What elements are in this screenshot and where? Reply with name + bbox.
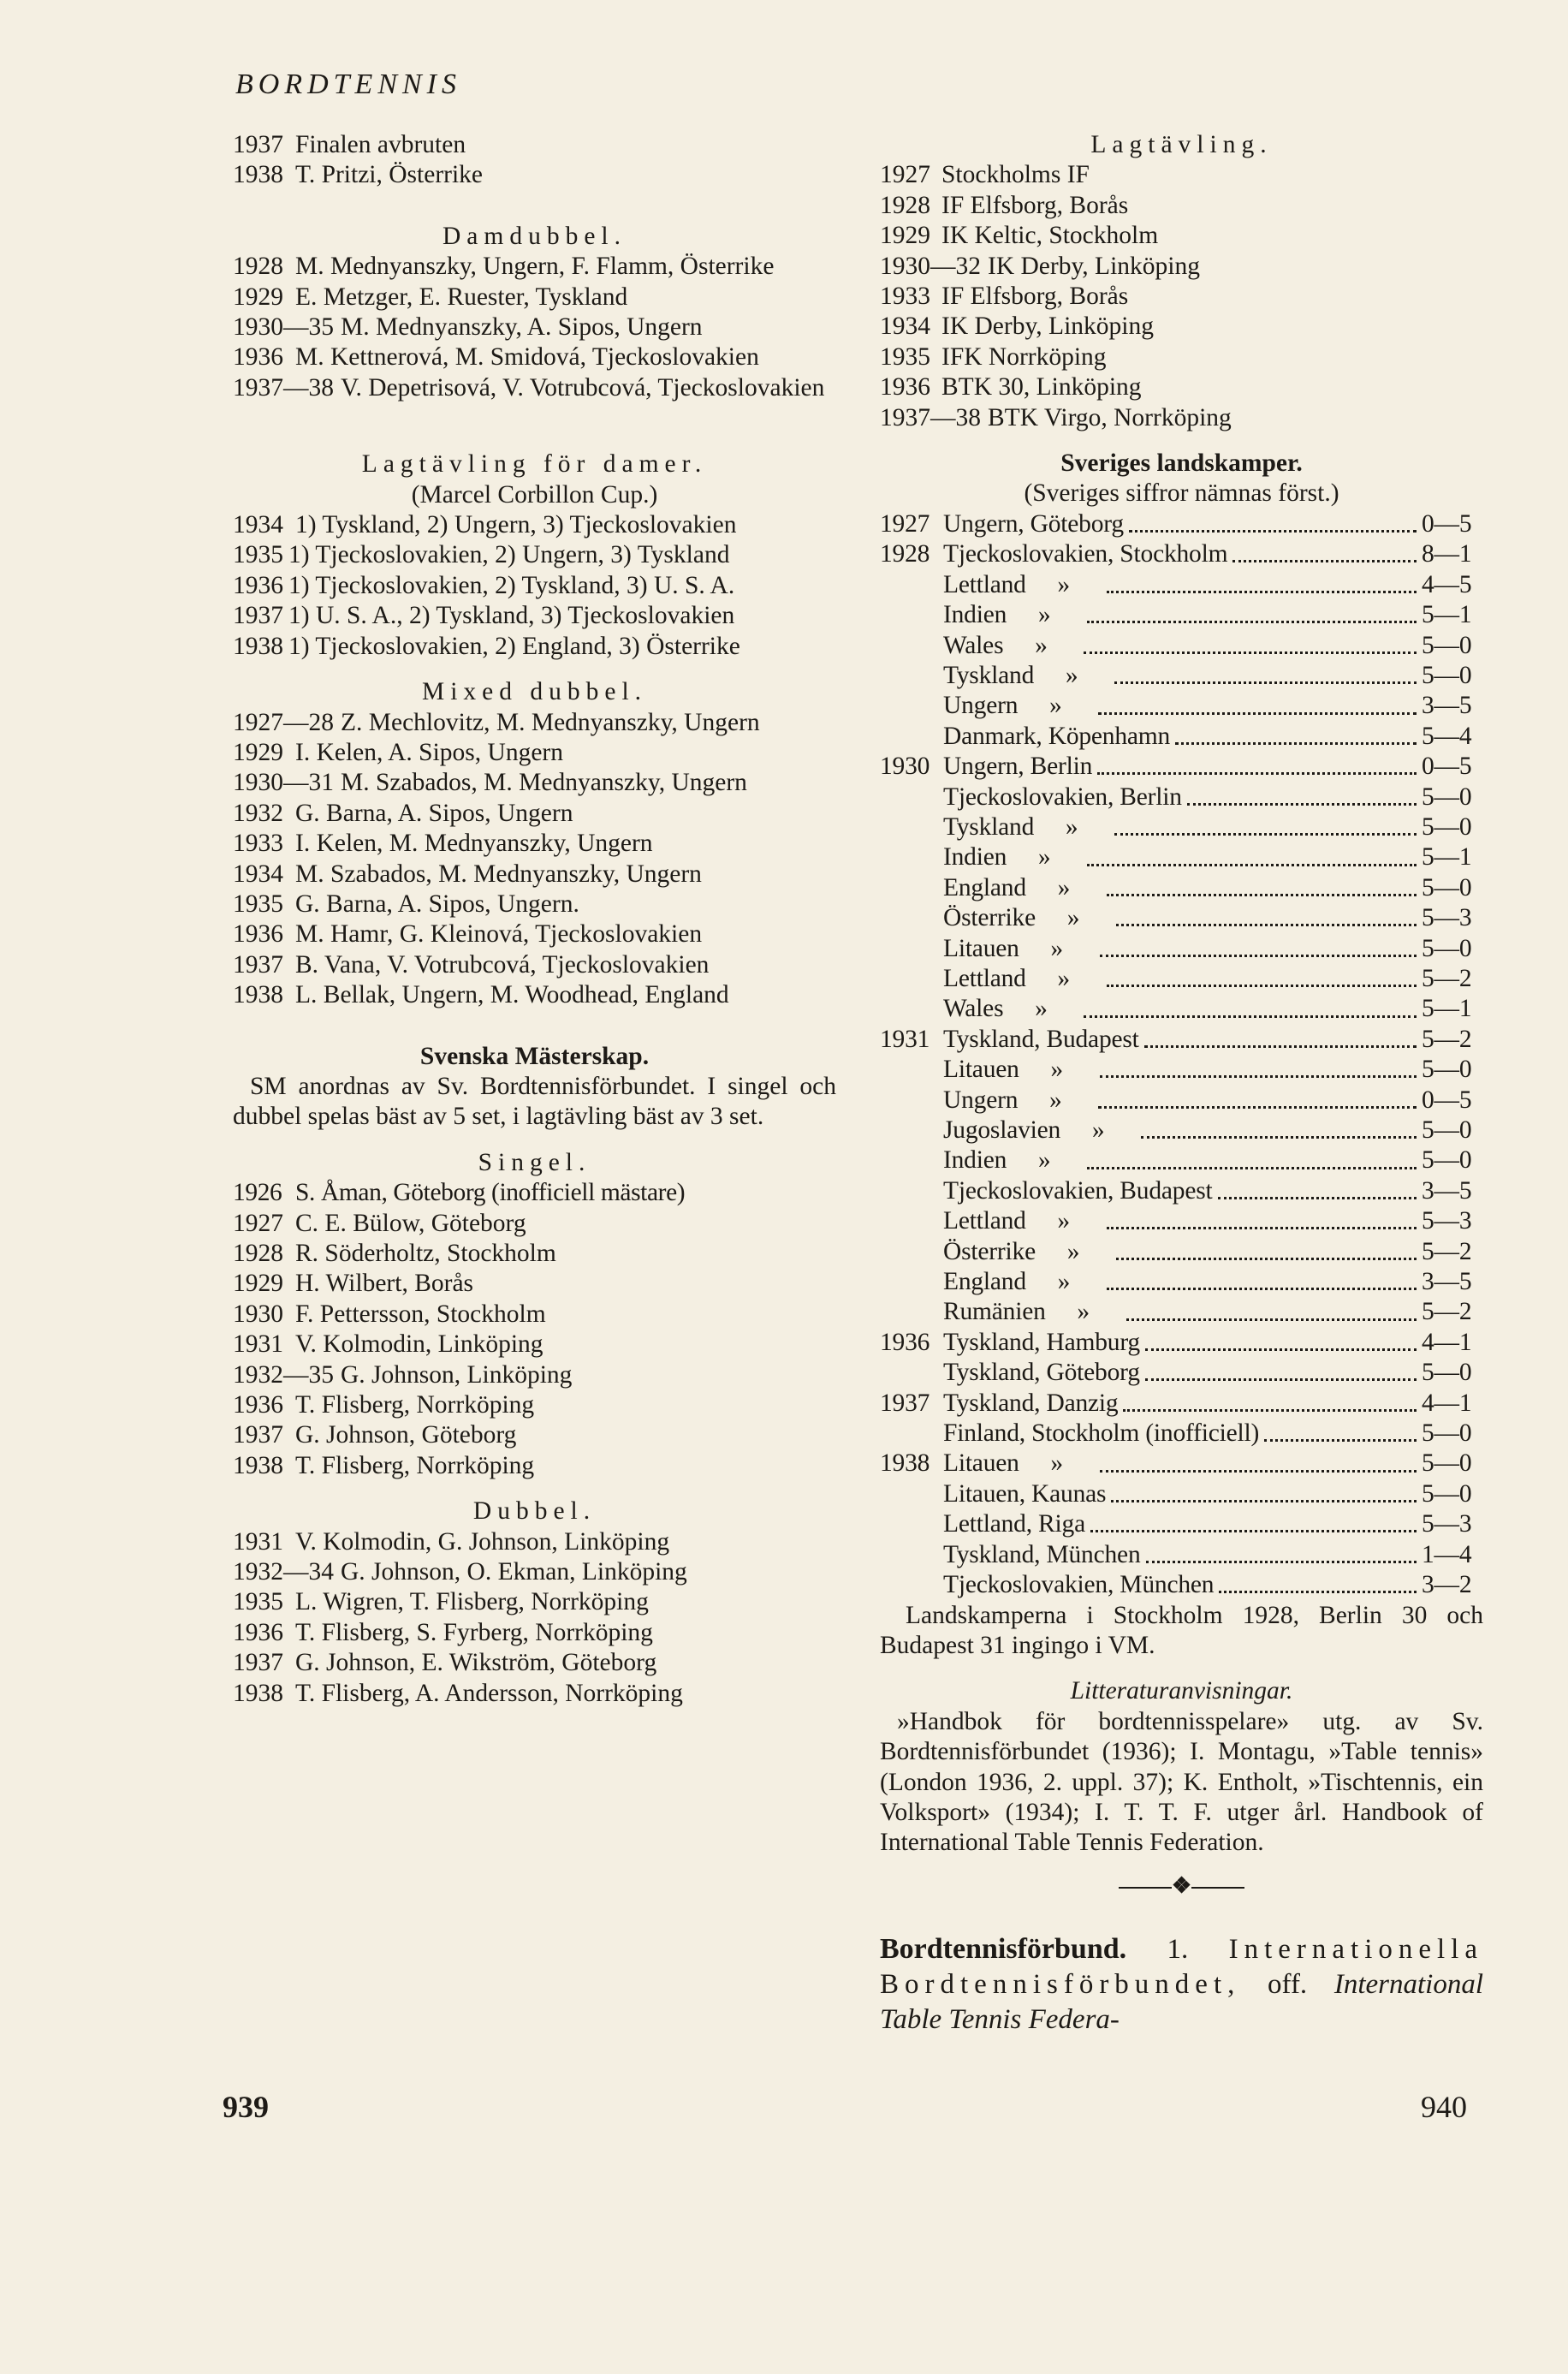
match-opponent: Tyskland, Hamburg xyxy=(943,1328,1140,1356)
match-score: 5—0 xyxy=(1422,1116,1472,1144)
match-score: 5—0 xyxy=(1422,1056,1472,1084)
dot-leader xyxy=(1098,712,1417,715)
match-opponent: Finland, Stockholm (inofficiell) xyxy=(943,1419,1260,1448)
match-row xyxy=(880,903,1483,933)
landskamper-table xyxy=(880,509,1483,1601)
match-ditto-mark: » xyxy=(1037,843,1051,872)
match-year: 1938 xyxy=(880,1449,930,1478)
dot-leader xyxy=(1100,1075,1417,1078)
dot-leader xyxy=(1100,1470,1417,1473)
match-year: 1931 xyxy=(880,1025,930,1053)
dot-leader xyxy=(1114,681,1417,684)
section-heading-landskamper: Sveriges landskamper. xyxy=(1060,449,1303,478)
page-number-left: 939 xyxy=(223,2090,269,2124)
dot-leader xyxy=(1107,985,1417,987)
match-row xyxy=(880,812,1483,842)
match-ditto-mark: » xyxy=(1037,601,1051,629)
match-row xyxy=(880,1086,1483,1116)
section-heading-litteratur: Litteraturanvisningar. xyxy=(1070,1677,1293,1705)
mixed-list xyxy=(233,708,836,1011)
match-ditto-mark: » xyxy=(1066,904,1080,932)
match-score: 1—4 xyxy=(1422,1540,1472,1568)
match-score: 3—2 xyxy=(1422,1571,1472,1599)
match-score: 5—0 xyxy=(1422,1419,1472,1448)
match-opponent: Lettland, Riga xyxy=(943,1510,1085,1538)
match-opponent: Wales xyxy=(943,995,1004,1023)
match-opponent: Tyskland, Budapest xyxy=(943,1025,1139,1053)
singel-list xyxy=(233,1178,836,1481)
list-item: 1926 S. Åman, Göteborg (inofficiell mästare) xyxy=(233,1179,686,1207)
match-row xyxy=(880,1237,1483,1267)
match-opponent: Ungern, Berlin xyxy=(943,753,1093,781)
list-item: 1938 L. Bellak, Ungern, M. Woodhead, England xyxy=(233,981,729,1009)
lag-damer-list xyxy=(233,510,836,662)
list-item: 1936 T. Flisberg, Norrköping xyxy=(233,1391,535,1419)
dot-leader xyxy=(1218,1197,1417,1199)
lagtavling-list xyxy=(880,160,1483,433)
dot-leader xyxy=(1116,1258,1417,1260)
entry-number: 1. xyxy=(1167,1934,1189,1966)
list-item: 1938 T. Flisberg, A. Andersson, Norrköping xyxy=(233,1679,683,1707)
match-score: 5—0 xyxy=(1422,1359,1472,1387)
list-item: 1928 M. Mednyanszky, Ungern, F. Flamm, Österrike xyxy=(233,253,775,281)
dot-leader xyxy=(1097,772,1417,775)
match-opponent: Tjeckoslovakien, München xyxy=(943,1571,1215,1599)
match-opponent: Tjeckoslovakien, Budapest xyxy=(943,1176,1213,1205)
litteratur-text: »Handbok för bordtennisspelare» utg. av Sv. Bordtennisförbundet (1936); I. Montagu, »Table tennis» (London 1936, 2. uppl. 37); K. Entholt, »Tischtennis, ein Volksport» (1934); I. T. T. F. utger årl. Handbook of International Table Tennis Federation. xyxy=(880,1707,1483,1857)
match-row xyxy=(880,1206,1483,1236)
match-opponent: Indien xyxy=(943,601,1007,629)
match-score: 5—0 xyxy=(1422,1146,1472,1175)
list-item: 1938 T. Flisberg, Norrköping xyxy=(233,1451,535,1479)
match-ditto-mark: » xyxy=(1049,1086,1062,1114)
match-ditto-mark: » xyxy=(1091,1116,1105,1144)
match-opponent: Tyskland, Göteborg xyxy=(943,1359,1140,1387)
entry-italic-name: International Table Tennis Federa- xyxy=(880,1969,1484,2036)
match-score: 5—0 xyxy=(1422,934,1472,962)
list-item: 1936 BTK 30, Linköping xyxy=(880,373,1142,402)
match-ditto-mark: » xyxy=(1050,1449,1063,1478)
dot-leader xyxy=(1084,652,1417,654)
match-ditto-mark: » xyxy=(1049,692,1062,720)
list-item: 1937 B. Vana, V. Votrubcová, Tjeckoslovakien xyxy=(233,950,710,979)
match-row xyxy=(880,631,1483,661)
ornament-icon: ❖ xyxy=(1171,1872,1192,1898)
match-opponent: Lettland xyxy=(943,570,1026,598)
match-row xyxy=(880,1328,1483,1358)
dot-leader xyxy=(1232,560,1417,562)
match-score: 5—3 xyxy=(1422,904,1472,932)
match-score: 0—5 xyxy=(1422,1086,1472,1114)
dot-leader xyxy=(1175,742,1417,745)
match-row xyxy=(880,570,1483,600)
dot-leader xyxy=(1264,1439,1417,1442)
list-item: 1930 F. Pettersson, Stockholm xyxy=(233,1300,546,1328)
ornament-divider xyxy=(880,1871,1483,1901)
list-item: 1930—35 M. Mednyanszky, A. Sipos, Ungern xyxy=(233,313,703,342)
match-ditto-mark: » xyxy=(1035,995,1048,1023)
match-score: 5—3 xyxy=(1422,1510,1472,1538)
section-heading-svenska: Svenska Mästerskap. xyxy=(419,1042,650,1070)
dot-leader xyxy=(1087,864,1417,866)
match-row xyxy=(880,600,1483,630)
match-year: 1937 xyxy=(880,1389,930,1417)
match-opponent: Tyskland xyxy=(943,812,1035,841)
left-column xyxy=(233,130,836,1709)
section-heading-lagtavling: Lagtävling. xyxy=(1090,131,1273,158)
page-number-right: 940 xyxy=(1421,2090,1467,2124)
match-row xyxy=(880,722,1483,752)
match-opponent: Litauen xyxy=(943,1449,1019,1478)
match-score: 3—5 xyxy=(1422,1268,1472,1296)
dot-leader xyxy=(1141,1136,1417,1139)
match-opponent: Österrike xyxy=(943,904,1036,932)
list-item: 1929 IK Keltic, Stockholm xyxy=(880,222,1159,250)
match-opponent: Ungern xyxy=(943,1086,1019,1114)
section-subheading: (Marcel Corbillon Cup.) xyxy=(411,480,658,509)
dot-leader xyxy=(1219,1591,1417,1593)
dot-leader xyxy=(1107,1288,1417,1290)
section-subheading: (Sveriges siffror nämnas först.) xyxy=(1024,479,1339,508)
list-item: 1934 IK Derby, Linköping xyxy=(880,312,1154,341)
match-ditto-mark: » xyxy=(1066,1237,1080,1265)
match-row xyxy=(880,782,1483,812)
match-row xyxy=(880,1267,1483,1297)
match-score: 5—0 xyxy=(1422,631,1472,659)
match-opponent: Lettland xyxy=(943,1207,1026,1235)
match-score: 5—2 xyxy=(1422,1237,1472,1265)
section-heading-dubbel: Dubbel. xyxy=(472,1497,597,1526)
dot-leader xyxy=(1146,1561,1417,1563)
match-opponent: Indien xyxy=(943,1146,1007,1175)
match-row xyxy=(880,1479,1483,1509)
match-row xyxy=(880,934,1483,964)
match-opponent: Ungern xyxy=(943,692,1019,720)
match-score: 5—0 xyxy=(1422,1449,1472,1478)
list-item: 1938 1) Tjeckoslovakien, 2) England, 3) Österrike xyxy=(233,632,740,660)
top-lines xyxy=(233,130,836,191)
match-row xyxy=(880,752,1483,782)
match-row xyxy=(880,842,1483,872)
match-opponent: Litauen xyxy=(943,934,1019,962)
match-score: 5—4 xyxy=(1422,722,1472,750)
match-row xyxy=(880,509,1483,539)
match-ditto-mark: » xyxy=(1050,934,1063,962)
list-item: 1932—34 G. Johnson, O. Ekman, Linköping xyxy=(233,1558,687,1586)
dot-leader xyxy=(1187,803,1417,806)
dot-leader xyxy=(1098,1106,1417,1109)
match-year: 1930 xyxy=(880,753,930,781)
list-item: 1927 C. E. Bülow, Göteborg xyxy=(233,1209,526,1237)
section-heading-singel: Singel. xyxy=(478,1148,591,1176)
section-heading-lag-damer: Lagtävling för damer. xyxy=(361,450,708,479)
match-row xyxy=(880,1145,1483,1175)
svenska-intro: SM anordnas av Sv. Bordtennisförbundet. I singel och dubbel spelas bäst av 5 set, i lagtävling bäst av 3 set. xyxy=(233,1072,836,1131)
match-opponent: Wales xyxy=(943,631,1004,659)
damdubbel-list xyxy=(233,252,836,403)
match-ditto-mark: » xyxy=(1057,1268,1071,1296)
list-item: 1934 M. Szabados, M. Mednyanszky, Ungern xyxy=(233,860,702,888)
list-item: 1932 G. Barna, A. Sipos, Ungern xyxy=(233,799,573,827)
list-item: 1936 M. Hamr, G. Kleinová, Tjeckoslovakien xyxy=(233,920,703,949)
match-row xyxy=(880,873,1483,903)
dot-leader xyxy=(1126,1318,1417,1321)
match-opponent: England xyxy=(943,873,1026,901)
match-row xyxy=(880,1297,1483,1327)
list-item: 1936 M. Kettnerová, M. Smidová, Tjeckoslovakien xyxy=(233,343,759,372)
entry-spaced-name: Internationella Bordtennisförbundet, xyxy=(880,1934,1483,2001)
dot-leader xyxy=(1090,1530,1417,1532)
list-item: 1930—32 IK Derby, Linköping xyxy=(880,252,1200,280)
dot-leader xyxy=(1114,833,1417,836)
match-opponent: Österrike xyxy=(943,1237,1036,1265)
match-opponent: Litauen xyxy=(943,1056,1019,1084)
list-item: 1936 1) Tjeckoslovakien, 2) Tyskland, 3) U. S. A. xyxy=(233,571,735,599)
list-item: 1935 IFK Norrköping xyxy=(880,342,1107,371)
match-row xyxy=(880,691,1483,721)
list-item: 1938 T. Pritzi, Österrike xyxy=(233,161,484,189)
match-opponent: Tyskland, München xyxy=(943,1540,1141,1568)
list-item: 1930—31 M. Szabados, M. Mednyanszky, Ungern xyxy=(233,769,747,797)
match-opponent: Tyskland xyxy=(943,661,1035,689)
match-ditto-mark: » xyxy=(1057,570,1070,598)
match-score: 5—2 xyxy=(1422,1298,1472,1326)
list-item: 1937—38 BTK Virgo, Norrköping xyxy=(880,403,1232,431)
list-item: 1934 1) Tyskland, 2) Ungern, 3) Tjeckoslovakien xyxy=(233,511,737,539)
match-opponent: Lettland xyxy=(943,964,1026,992)
dot-leader xyxy=(1111,1500,1417,1502)
match-row xyxy=(880,1055,1483,1085)
list-item: 1932—35 G. Johnson, Linköping xyxy=(233,1360,573,1389)
right-column xyxy=(880,130,1483,2038)
list-item: 1935 L. Wigren, T. Flisberg, Norrköping xyxy=(233,1588,649,1616)
running-header: BORDTENNIS xyxy=(235,68,461,100)
entry-bordtennisforbund xyxy=(880,1931,1483,2038)
list-item: 1937 G. Johnson, E. Wikström, Göteborg xyxy=(233,1649,657,1677)
match-opponent: Indien xyxy=(943,843,1007,872)
match-opponent: Danmark, Köpenhamn xyxy=(943,722,1171,750)
match-score: 0—5 xyxy=(1422,509,1472,538)
list-item: 1937 Finalen avbruten xyxy=(233,131,466,158)
match-score: 5—0 xyxy=(1422,1479,1472,1508)
match-score: 0—5 xyxy=(1422,753,1472,781)
list-item: 1931 V. Kolmodin, G. Johnson, Linköping xyxy=(233,1527,670,1556)
match-score: 3—5 xyxy=(1422,1176,1472,1205)
match-score: 3—5 xyxy=(1422,692,1472,720)
match-year: 1936 xyxy=(880,1328,930,1356)
match-ditto-mark: » xyxy=(1057,873,1071,901)
match-score: 5—0 xyxy=(1422,782,1472,811)
match-opponent: Rumänien xyxy=(943,1298,1046,1326)
match-score: 4—1 xyxy=(1422,1389,1472,1417)
match-ditto-mark: » xyxy=(1065,812,1078,841)
match-row xyxy=(880,1389,1483,1419)
match-row xyxy=(880,1419,1483,1449)
dot-leader xyxy=(1107,894,1417,896)
match-opponent: Tjeckoslovakien, Berlin xyxy=(943,782,1182,811)
match-score: 5—0 xyxy=(1422,812,1472,841)
match-score: 5—0 xyxy=(1422,873,1472,901)
match-opponent: Litauen, Kaunas xyxy=(943,1479,1107,1508)
match-row xyxy=(880,1449,1483,1479)
match-score: 4—5 xyxy=(1422,570,1472,598)
list-item: 1931 V. Kolmodin, Linköping xyxy=(233,1330,543,1359)
list-item: 1929 I. Kelen, A. Sipos, Ungern xyxy=(233,738,563,766)
match-score: 5—2 xyxy=(1422,1025,1472,1053)
match-row xyxy=(880,661,1483,691)
list-item: 1936 T. Flisberg, S. Fyrberg, Norrköping xyxy=(233,1618,653,1646)
list-item: 1933 I. Kelen, M. Mednyanszky, Ungern xyxy=(233,830,653,858)
dot-leader xyxy=(1129,530,1417,533)
match-opponent: Jugoslavien xyxy=(943,1116,1061,1144)
match-score: 5—3 xyxy=(1422,1207,1472,1235)
dot-leader xyxy=(1107,1227,1417,1229)
match-year: 1927 xyxy=(880,509,930,538)
match-ditto-mark: » xyxy=(1057,1207,1070,1235)
entry-off: off. xyxy=(1268,1969,1308,2001)
match-row xyxy=(880,1116,1483,1145)
match-score: 5—0 xyxy=(1422,661,1472,689)
match-opponent: Tyskland, Danzig xyxy=(943,1389,1119,1417)
list-item: 1929 E. Metzger, E. Ruester, Tyskland xyxy=(233,283,628,311)
dot-leader xyxy=(1087,621,1417,623)
match-score: 5—1 xyxy=(1422,995,1472,1023)
match-score: 5—1 xyxy=(1422,601,1472,629)
match-ditto-mark: » xyxy=(1050,1056,1063,1084)
dubbel-list xyxy=(233,1527,836,1709)
dot-leader xyxy=(1087,1167,1417,1169)
match-row xyxy=(880,1358,1483,1388)
match-ditto-mark: » xyxy=(1065,661,1078,689)
match-row xyxy=(880,1176,1483,1206)
match-row xyxy=(880,539,1483,569)
landskamper-note: Landskamperna i Stockholm 1928, Berlin 30 och Budapest 31 ingingo i VM. xyxy=(880,1601,1483,1659)
dot-leader xyxy=(1145,1348,1417,1351)
list-item: 1928 R. Söderholtz, Stockholm xyxy=(233,1240,556,1267)
dot-leader xyxy=(1123,1409,1417,1412)
match-row xyxy=(880,1509,1483,1539)
match-ditto-mark: » xyxy=(1057,964,1070,992)
match-opponent: England xyxy=(943,1268,1026,1296)
match-row xyxy=(880,964,1483,994)
match-ditto-mark: » xyxy=(1077,1298,1090,1326)
list-item: 1937—38 V. Depetrisová, V. Votrubcová, Tjeckoslovakien xyxy=(233,373,825,402)
match-opponent: Tjeckoslovakien, Stockholm xyxy=(943,540,1228,568)
match-year: 1928 xyxy=(880,540,930,568)
list-item: 1935 1) Tjeckoslovakien, 2) Ungern, 3) Tyskland xyxy=(233,541,730,569)
match-row xyxy=(880,1570,1483,1600)
match-row xyxy=(880,1025,1483,1055)
dot-leader xyxy=(1116,924,1417,926)
list-item: 1937 1) U. S. A., 2) Tyskland, 3) Tjeckoslovakien xyxy=(233,602,735,630)
dot-leader xyxy=(1084,1015,1417,1018)
match-score: 5—1 xyxy=(1422,843,1472,872)
list-item: 1933 IF Elfsborg, Borås xyxy=(880,283,1129,311)
match-score: 4—1 xyxy=(1422,1328,1472,1356)
section-heading-mixed: Mixed dubbel. xyxy=(421,678,648,706)
dot-leader xyxy=(1100,955,1417,957)
match-row xyxy=(880,994,1483,1024)
section-heading-damdubbel: Damdubbel. xyxy=(442,222,627,250)
list-item: 1928 IF Elfsborg, Borås xyxy=(880,191,1129,219)
dot-leader xyxy=(1145,1378,1417,1381)
dot-leader xyxy=(1144,1045,1417,1048)
match-score: 5—2 xyxy=(1422,964,1472,992)
list-item: 1927 Stockholms IF xyxy=(880,161,1090,189)
match-ditto-mark: » xyxy=(1035,631,1048,659)
match-opponent: Ungern, Göteborg xyxy=(943,509,1124,538)
list-item: 1927—28 Z. Mechlovitz, M. Mednyanszky, Ungern xyxy=(233,708,760,736)
list-item: 1937 G. Johnson, Göteborg xyxy=(233,1421,517,1449)
dot-leader xyxy=(1107,591,1417,593)
match-row xyxy=(880,1540,1483,1570)
match-ditto-mark: » xyxy=(1037,1146,1051,1175)
entry-headword: Bordtennisförbund. xyxy=(880,1933,1127,1966)
list-item: 1929 H. Wilbert, Borås xyxy=(233,1270,474,1298)
list-item: 1935 G. Barna, A. Sipos, Ungern. xyxy=(233,890,579,918)
match-score: 8—1 xyxy=(1422,540,1472,568)
